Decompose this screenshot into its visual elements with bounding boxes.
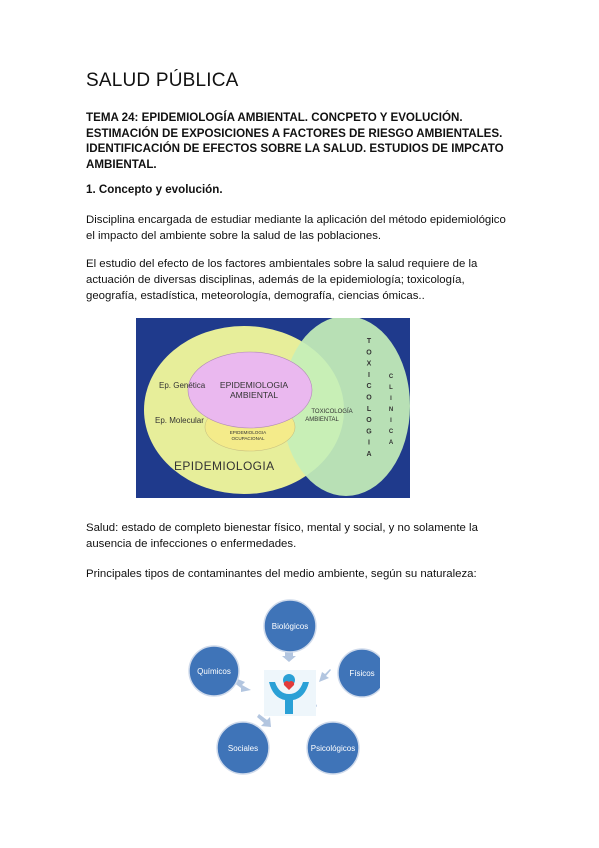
node-quimicos	[189, 646, 239, 696]
venn-label-toxicologia-vertical: TOXICOLOGIA	[365, 338, 373, 463]
epidemiology-venn-diagram	[136, 318, 410, 498]
venn-label-epidemiologia: EPIDEMIOLOGIA	[174, 459, 275, 473]
document-title: SALUD PÚBLICA	[86, 70, 239, 91]
paragraph-disciplines: El estudio del efecto de los factores ambientales sobre la salud requiere de la actuación de diversas disciplinas, además de la epidemiología; toxicología, geografía, estadística, meteorología, demografía, ciencias ómicas..	[86, 258, 478, 302]
contaminants-diagram	[185, 598, 380, 778]
section-heading: 1. Concepto y evolución.	[86, 183, 223, 196]
paragraph-definition: Disciplina encargada de estudiar mediante la aplicación del método epidemiológico el impacto del ambiente sobre la salud de las poblaciones.	[86, 214, 506, 242]
node-psicologicos	[307, 722, 359, 774]
venn-label-ep-ocupacional-line2: OCUPACIONAL	[231, 436, 265, 441]
venn-label-ep-ocupacional-line1: EPIDEMIOLOGIA	[229, 430, 267, 435]
topic-heading: TEMA 24: EPIDEMIOLOGÍA AMBIENTAL. CONCPETO Y EVOLUCIÓN. ESTIMACIÓN DE EXPOSICIONES A FACTORES DE RIESGO AMBIENTALES. IDENTIFICACIÓN DE EFECTOS SOBRE LA SALUD. ESTUDIOS DE IMPCATO AMBIENTAL.	[86, 111, 504, 171]
arrow-down-left-icon	[319, 669, 331, 682]
venn-label-ep-molecular: Ep. Molecular	[155, 416, 204, 425]
node-biologicos-label: Biológicos	[271, 622, 309, 631]
venn-label-toxicologia-ambiental-line2: AMBIENTAL	[305, 417, 339, 423]
paragraph-salud-definition: Salud: estado de completo bienestar físico, mental y social, y no solamente la ausencia de infecciones o enfermedades.	[86, 522, 478, 550]
node-fisicos-label: Físicos	[349, 669, 375, 678]
node-fisicos	[338, 649, 380, 697]
node-biologicos	[264, 600, 316, 652]
node-sociales	[217, 722, 269, 774]
node-sociales-label: Sociales	[227, 744, 259, 753]
venn-label-ep-ambiental-line2: AMBIENTAL	[229, 390, 279, 400]
arrow-down-icon	[282, 652, 296, 662]
venn-label-ep-genetica: Ep. Genética	[159, 381, 206, 390]
paragraph-contaminant-types: Principales tipos de contaminantes del medio ambiente, según su naturaleza:	[86, 568, 477, 580]
venn-label-clinica-vertical: CLINICA	[388, 374, 394, 451]
venn-label-toxicologia-ambiental-line1: TOXICOLOGÍA	[311, 409, 353, 415]
node-psicologicos-label: Psicológicos	[310, 744, 356, 753]
node-quimicos-label: Químicos	[197, 667, 231, 676]
venn-label-ep-ambiental-line1: EPIDEMIOLOGIA	[219, 380, 289, 390]
person-figure-icon	[264, 670, 316, 716]
